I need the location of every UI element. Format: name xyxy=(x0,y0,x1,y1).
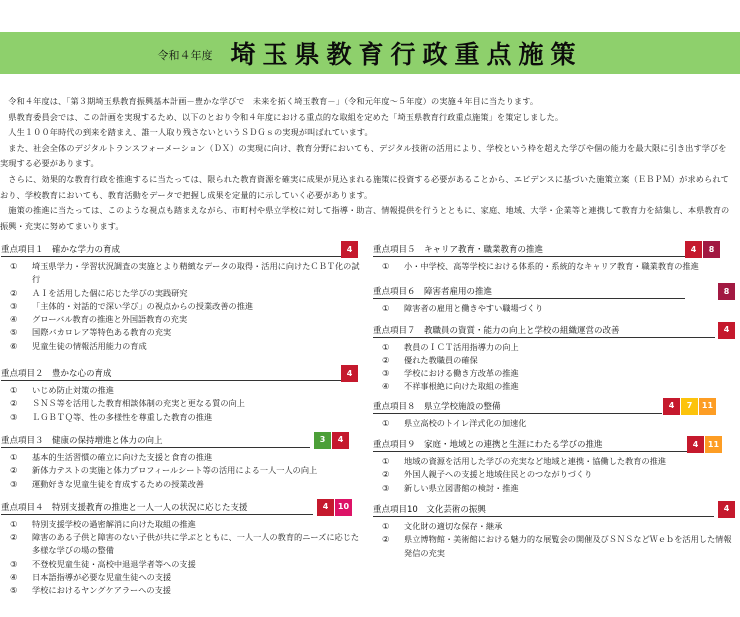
intro-text xyxy=(0,94,734,234)
priority-section xyxy=(1,434,365,491)
section-underline xyxy=(1,256,341,257)
section-underline xyxy=(1,514,313,515)
item-number: ① xyxy=(382,261,390,271)
list-item xyxy=(373,260,738,273)
list-item xyxy=(373,533,738,560)
section-header xyxy=(373,243,738,258)
section-header xyxy=(373,438,738,453)
priority-section xyxy=(1,501,365,598)
item-number: ① xyxy=(382,341,390,352)
section-title: 重点項目４ 特別支援教育の推進と一人一人の状況に応じた支援 xyxy=(1,503,251,513)
list-item xyxy=(1,571,365,584)
item-text: いじめ防止対策の推進 xyxy=(32,385,114,396)
priority-section xyxy=(373,324,738,394)
item-text: 国際バカロレア等特色ある教育の充実 xyxy=(32,327,172,338)
section-underline xyxy=(1,380,341,381)
list-item xyxy=(373,367,738,380)
right-column xyxy=(373,243,738,560)
section-title: 重点項目７ 教職員の資質・能力の向上と学校の組織運営の改善 xyxy=(373,326,623,336)
sdg-icons xyxy=(314,432,349,449)
priority-section xyxy=(1,243,365,353)
sdg3-icon: 3 xyxy=(314,432,331,449)
list-item xyxy=(1,584,365,597)
item-number: ② xyxy=(382,354,390,365)
sdg10-icon: 10 xyxy=(335,499,352,516)
intro-paragraph: 令和４年度は、「第３期埼玉県教育振興基本計画－豊かな学びで 未来を拓く埼玉教育－」（令和元年度～５年度）の実施４年目に当たります。 xyxy=(0,96,539,106)
item-number: ③ xyxy=(10,478,18,489)
section-header xyxy=(373,324,738,339)
sdg-icons xyxy=(718,501,735,518)
item-number: ⑥ xyxy=(10,340,18,351)
list-item xyxy=(373,417,738,430)
sdg11-icon: 11 xyxy=(699,398,716,415)
section-header xyxy=(1,243,365,258)
page-title: 埼玉県教育行政重点施策 xyxy=(230,40,583,69)
sdg4-icon: 4 xyxy=(332,432,349,449)
item-text: 日本語指導が必要な児童生徒への支援 xyxy=(32,572,172,583)
intro-paragraph: 人生１００年時代の到来を踏まえ、誰一人取り残さないというＳＤＧｓの実現が叫ばれています。 xyxy=(0,127,373,138)
item-text: 運動好きな児童生徒を育成するための授業改善 xyxy=(32,478,204,489)
list-item xyxy=(1,300,365,313)
list-item xyxy=(1,287,365,300)
item-number: ② xyxy=(10,287,18,298)
list-item xyxy=(1,518,365,531)
item-text: 埼玉県学力・学習状況調査の実施とより精緻なデータの取得・活用に向けたＣＢＴ化の試行 xyxy=(32,261,360,285)
intro-paragraph: 施策の推進に当たっては、このような視点も踏まえながら、市町村や県立学校に対して指導・助言、情報提供を行うとともに、家庭、地域、大学・企業等と連携して教育力を結集し、本県教育の振興・充実に努めてまいります。 xyxy=(0,205,730,231)
list-item xyxy=(1,531,365,558)
section-header xyxy=(373,503,738,518)
list-item xyxy=(1,384,365,397)
list-item xyxy=(1,478,365,491)
list-item xyxy=(1,260,365,287)
section-header xyxy=(373,400,738,415)
item-text: 優れた教職員の確保 xyxy=(404,354,478,365)
section-header xyxy=(373,285,738,300)
list-item xyxy=(373,380,738,393)
priority-section xyxy=(373,243,738,273)
sdg-icons xyxy=(341,241,358,258)
item-number: ① xyxy=(382,417,390,428)
intro-paragraph: また、社会全体のデジタルトランスフォーメーション（ＤＸ）の実現に向け、教育分野においても、デジタル技術の活用により、学校という枠を超えた学びや個の能力を最大限に引き出す学びを実現する必要があります。 xyxy=(0,142,727,169)
list-item xyxy=(373,341,738,354)
section-items xyxy=(1,451,365,491)
item-number: ① xyxy=(10,518,18,529)
list-item xyxy=(1,558,365,571)
item-number: ④ xyxy=(10,572,18,583)
item-number: ③ xyxy=(382,368,390,379)
section-items xyxy=(373,520,738,560)
list-item xyxy=(1,397,365,410)
item-text: 不祥事根絶に向けた取組の推進 xyxy=(404,381,519,392)
list-item xyxy=(373,455,738,468)
item-number: ① xyxy=(10,385,18,396)
section-underline xyxy=(373,337,715,338)
sdg4-icon: 4 xyxy=(718,501,735,518)
section-underline xyxy=(1,447,310,448)
section-underline xyxy=(373,516,714,517)
list-item xyxy=(1,313,365,326)
section-items xyxy=(373,417,738,430)
section-underline xyxy=(373,256,686,257)
sdg4-icon: 4 xyxy=(718,322,735,339)
section-items xyxy=(1,260,365,353)
item-text: 文化財の適切な保存・継承 xyxy=(404,520,503,531)
list-item xyxy=(373,468,738,481)
section-title: 重点項目１ 確かな学力の育成 xyxy=(1,245,123,255)
section-title: 重点項目３ 健康の保持増進と体力の向上 xyxy=(1,436,166,446)
left-column xyxy=(1,243,365,598)
list-item xyxy=(373,520,738,533)
list-item xyxy=(1,451,365,464)
item-text: 障害のある子供と障害のない子供が共に学ぶとともに、一人一人の教育的ニーズに応じた多様な学びの場の整備 xyxy=(32,532,360,556)
sdg4-icon: 4 xyxy=(341,365,358,382)
item-number: ① xyxy=(382,456,390,467)
item-number: ② xyxy=(10,398,18,409)
section-items xyxy=(1,384,365,424)
section-title: 重点項目２ 豊かな心の育成 xyxy=(1,369,115,379)
sdg-icons xyxy=(687,436,722,453)
section-title: 重点項目10 文化芸術の振興 xyxy=(373,505,489,515)
priority-section xyxy=(373,503,738,560)
list-item xyxy=(1,340,365,353)
item-text: グローバル教育の推進と外国語教育の充実 xyxy=(32,314,188,325)
section-header xyxy=(1,501,365,516)
section-underline xyxy=(373,451,687,452)
sdg4-icon: 4 xyxy=(687,436,704,453)
item-text: 地域の資源を活用した学びの充実など地域と連携・協働した教育の推進 xyxy=(404,456,667,467)
priority-section xyxy=(1,367,365,424)
list-item xyxy=(373,482,738,495)
list-item xyxy=(1,411,365,424)
item-number: ② xyxy=(10,465,18,476)
section-underline xyxy=(373,413,662,414)
item-number: ① xyxy=(10,261,18,271)
item-number: ② xyxy=(382,534,390,545)
sdg4-icon: 4 xyxy=(341,241,358,258)
item-number: ① xyxy=(10,451,18,462)
sdg-icons xyxy=(341,365,358,382)
item-number: ⑤ xyxy=(10,585,18,596)
list-item xyxy=(1,464,365,477)
sdg-icons xyxy=(718,283,735,300)
priority-section xyxy=(373,285,738,315)
section-title: 重点項目６ 障害者雇用の推進 xyxy=(373,287,495,297)
section-items xyxy=(1,518,365,598)
intro-paragraph: さらに、効果的な教育行政を推進するに当たっては、限られた教育資源を確実に成果が見込まれる施策に投資する必要があることから、エビデンスに基づいた施策立案（ＥＢＰＭ）が求められており、学校教育においても、教育活動をデータで把握し成果を定量的に示していく必要があります。 xyxy=(0,173,729,200)
sdg8-icon: 8 xyxy=(718,283,735,300)
section-underline xyxy=(373,298,685,299)
item-text: 県立高校のトイレ洋式化の加速化 xyxy=(404,417,527,428)
item-text: ＬＧＢＴＱ等、性の多様性を尊重した教育の推進 xyxy=(32,411,213,422)
section-title: 重点項目８ 県立学校施設の整備 xyxy=(373,402,504,412)
item-text: 特別支援学校の過密解消に向けた取組の推進 xyxy=(32,518,196,529)
sdg-icons xyxy=(718,322,735,339)
priority-section xyxy=(373,400,738,430)
section-title: 重点項目９ 家庭・地域との連携と生涯にわたる学びの推進 xyxy=(373,440,606,450)
sdg8-icon: 8 xyxy=(703,241,720,258)
item-text: 新しい県立図書館の検討・推進 xyxy=(404,482,519,493)
sdg4-icon: 4 xyxy=(317,499,334,516)
section-header xyxy=(1,367,365,382)
item-text: 県立博物館・美術館における魅力的な展覧会の開催及びＳＮＳなどＷｅｂを活用した情報発信の充実 xyxy=(404,534,732,558)
item-number: ② xyxy=(10,532,18,543)
item-text: 新体力テストの実施と体力プロフィールシート等の活用による一人一人の向上 xyxy=(32,465,318,476)
item-text: 障害者の雇用と働きやすい職場づくり xyxy=(404,303,544,314)
item-text: 「主体的・対話的で深い学び」の視点からの授業改善の推進 xyxy=(32,300,254,311)
title-banner xyxy=(0,32,740,74)
item-text: 不登校児童生徒・高校中退退学者等への支援 xyxy=(32,558,196,569)
item-number: ③ xyxy=(10,411,18,422)
list-item xyxy=(373,302,738,315)
item-text: 外国人親子への支援と地域住民とのつながりづくり xyxy=(404,469,593,480)
section-items xyxy=(373,260,738,273)
sdg7-icon: 7 xyxy=(681,398,698,415)
section-title: 重点項目５ キャリア教育・職業教育の推進 xyxy=(373,245,546,255)
item-number: ⑤ xyxy=(10,327,18,338)
sdg-icons xyxy=(685,241,720,258)
item-text: 小・中学校、高等学校における体系的・系統的なキャリア教育・職業教育の推進 xyxy=(404,261,699,271)
item-text: ＳＮＳ等を活用した教育相談体制の充実と更なる質の向上 xyxy=(32,398,245,409)
item-number: ③ xyxy=(382,482,390,493)
sdg11-icon: 11 xyxy=(705,436,722,453)
section-header xyxy=(1,434,365,449)
sdg-icons xyxy=(663,398,716,415)
item-number: ④ xyxy=(382,381,390,392)
item-number: ④ xyxy=(10,314,18,325)
item-number: ③ xyxy=(10,300,18,311)
item-text: 児童生徒の情報活用能力の育成 xyxy=(32,340,147,351)
item-text: 学校における働き方改革の推進 xyxy=(404,368,519,379)
list-item xyxy=(1,326,365,339)
sdg-icons xyxy=(317,499,352,516)
item-number: ① xyxy=(382,303,390,314)
section-items xyxy=(373,302,738,315)
sdg4-icon: 4 xyxy=(685,241,702,258)
item-text: 教員のＩＣＴ活用指導力の向上 xyxy=(404,341,519,352)
section-items xyxy=(373,455,738,495)
sdg4-icon: 4 xyxy=(663,398,680,415)
item-text: ＡＩを活用した個に応じた学びの実践研究 xyxy=(32,287,188,298)
item-number: ③ xyxy=(10,558,18,569)
item-text: 基本的生活習慣の確立に向けた支援と食育の推進 xyxy=(32,451,213,462)
priority-section xyxy=(373,438,738,495)
item-number: ② xyxy=(382,469,390,480)
list-item xyxy=(373,354,738,367)
intro-paragraph: 県教育委員会では、この計画を実現するため、以下のとおり令和４年度における重点的な取組を定めた「埼玉県教育行政重点施策」を策定しました。 xyxy=(0,111,564,122)
item-text: 学校におけるヤングケアラーへの支援 xyxy=(32,585,171,596)
fiscal-year-label: 令和４年度 xyxy=(157,49,213,62)
item-number: ① xyxy=(382,520,390,531)
section-items xyxy=(373,341,738,394)
